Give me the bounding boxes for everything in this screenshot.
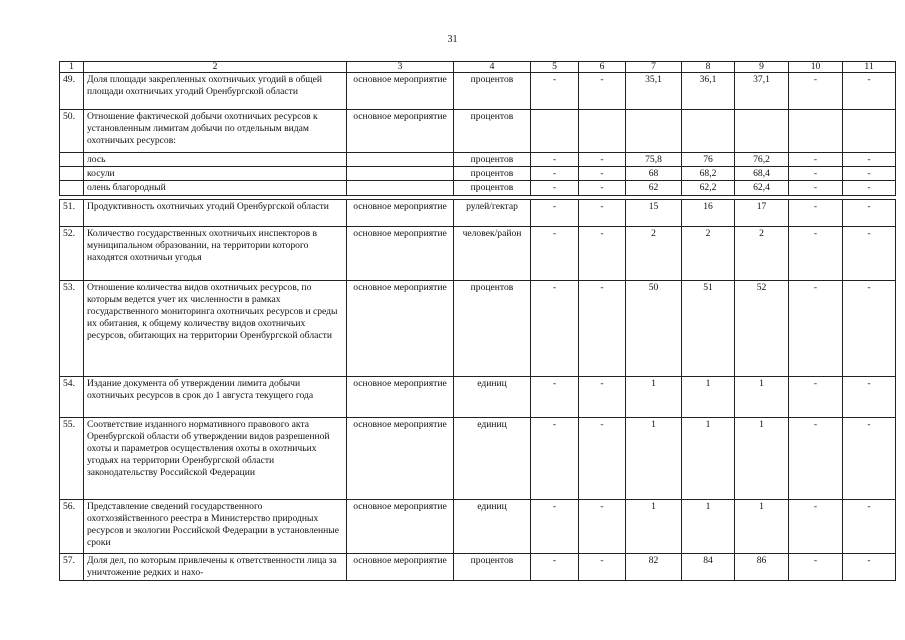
row-number: 56. [60,499,84,553]
value-cell: - [531,73,579,110]
value-cell: 82 [626,553,682,580]
row-number: 50. [60,110,84,153]
value-cell: 2 [626,226,682,280]
value-cell: - [843,167,896,181]
value-cell: 15 [626,199,682,226]
row-number: 51. [60,199,84,226]
measure-type: основное мероприятие [347,226,454,280]
value-cell: 1 [626,417,682,499]
measure-type: основное мероприятие [347,280,454,376]
unit: процентов [454,167,531,181]
table-row [60,226,896,280]
unit: единиц [454,376,531,417]
value-cell: - [531,376,579,417]
value-cell: 1 [682,417,735,499]
value-cell: 1 [682,499,735,553]
row-number: 53. [60,280,84,376]
value-cell: 76,2 [735,153,789,167]
value-cell: 37,1 [735,73,789,110]
value-cell: - [531,499,579,553]
row-number: 49. [60,73,84,110]
value-cell: - [843,417,896,499]
value-cell: 2 [735,226,789,280]
value-cell: - [843,181,896,195]
value-cell: - [789,280,843,376]
value-cell: - [789,153,843,167]
header-cell: 2 [84,62,347,73]
header-cell: 4 [454,62,531,73]
unit: единиц [454,499,531,553]
unit: человек/район [454,226,531,280]
value-cell: 68,2 [682,167,735,181]
indicator-name: Отношение фактической добычи охотничьих ресурсов к установленным лимитам добычи по отдельным видам охотничьих ресурсов: [84,110,347,153]
value-cell [531,110,579,153]
measure-type: основное мероприятие [347,553,454,580]
indicator-name: Издание документа об утверждении лимита добычи охотничьих ресурсов в срок до 1 августа текущего года [84,376,347,417]
value-cell: 84 [682,553,735,580]
value-cell: - [531,226,579,280]
value-cell: - [531,553,579,580]
value-cell: - [789,553,843,580]
row-number [60,181,84,195]
header-cell: 8 [682,62,735,73]
value-cell: 2 [682,226,735,280]
measure-type [347,181,454,195]
value-cell [682,110,735,153]
table-row [60,499,896,553]
value-cell: - [843,280,896,376]
indicator-name: Доля дел, по которым привлечены к ответственности лица за уничтожение редких и нахо- [84,553,347,580]
value-cell: - [531,181,579,195]
row-number: 57. [60,553,84,580]
indicator-name: Количество государственных охотничьих инспекторов в муниципальном образовании, на территории которого находятся охотничьи угодья [84,226,347,280]
value-cell: 1 [735,376,789,417]
value-cell: 52 [735,280,789,376]
table-row [60,417,896,499]
value-cell: - [531,167,579,181]
value-cell: 1 [626,376,682,417]
value-cell: 62,4 [735,181,789,195]
value-cell: 50 [626,280,682,376]
row-number [60,167,84,181]
indicator-name: Продуктивность охотничьих угодий Оренбургской области [84,199,347,226]
value-cell: - [789,226,843,280]
indicator-name: Доля площади закрепленных охотничьих угодий в общей площади охотничьих угодий Оренбургской области [84,73,347,110]
table-row [60,167,896,181]
value-cell: - [789,199,843,226]
value-cell: - [843,499,896,553]
value-cell: - [531,280,579,376]
header-row [60,62,896,73]
value-cell: - [843,153,896,167]
table-row [60,181,896,195]
unit: процентов [454,553,531,580]
table-row [60,280,896,376]
header-cell: 7 [626,62,682,73]
value-cell [843,110,896,153]
value-cell: - [789,73,843,110]
measure-type: основное мероприятие [347,73,454,110]
unit: процентов [454,73,531,110]
header-cell: 1 [60,62,84,73]
unit: процентов [454,181,531,195]
value-cell: 1 [682,376,735,417]
value-cell: 68,4 [735,167,789,181]
row-number: 52. [60,226,84,280]
value-cell: - [579,499,626,553]
value-cell [735,110,789,153]
value-cell: - [789,417,843,499]
measure-type [347,167,454,181]
value-cell: - [843,226,896,280]
measure-type: основное мероприятие [347,110,454,153]
value-cell: - [579,376,626,417]
value-cell: - [789,376,843,417]
value-cell: 76 [682,153,735,167]
table-row [60,199,896,226]
page-number: 31 [447,34,458,45]
value-cell: - [843,73,896,110]
value-cell [789,110,843,153]
indicator-name: Отношение количества видов охотничьих ресурсов, по которым ведется учет их численности в рамках государственного мониторинга охотничьих ресурсов и среды их обитания, к общему количеству видов охотничьих ресурсов, обитающих на территории Оренбургской области [84,280,347,376]
value-cell: 1 [626,499,682,553]
unit: процентов [454,110,531,153]
table-row [60,553,896,580]
header-cell: 5 [531,62,579,73]
measure-type [347,153,454,167]
value-cell: 75,8 [626,153,682,167]
value-cell [579,110,626,153]
header-cell: 6 [579,62,626,73]
value-cell: 86 [735,553,789,580]
value-cell: - [843,553,896,580]
value-cell: - [579,181,626,195]
value-cell: - [579,167,626,181]
value-cell [626,110,682,153]
table-row [60,73,896,110]
unit: процентов [454,153,531,167]
table-row [60,153,896,167]
value-cell: 35,1 [626,73,682,110]
measure-type: основное мероприятие [347,376,454,417]
row-number: 54. [60,376,84,417]
unit: процентов [454,280,531,376]
header-cell: 10 [789,62,843,73]
header-cell: 11 [843,62,896,73]
value-cell: - [531,417,579,499]
value-cell: - [579,280,626,376]
value-cell: - [843,376,896,417]
value-cell: - [579,226,626,280]
indicator-name: олень благородный [84,181,347,195]
indicator-name: Соответствие изданного нормативного правового акта Оренбургской области об утверждении видов разрешенной охоты и параметров осуществления охоты в охотничьих угодьях на территории Оренбургской области законодательству Российской Федерации [84,417,347,499]
measure-type: основное мероприятие [347,199,454,226]
value-cell: 17 [735,199,789,226]
value-cell: - [789,181,843,195]
value-cell: - [579,199,626,226]
header-cell: 9 [735,62,789,73]
value-cell: 1 [735,417,789,499]
value-cell: 1 [735,499,789,553]
value-cell: 62,2 [682,181,735,195]
indicator-name: лось [84,153,347,167]
value-cell: - [531,153,579,167]
value-cell: 62 [626,181,682,195]
measure-type: основное мероприятие [347,499,454,553]
value-cell: - [579,553,626,580]
measure-type: основное мероприятие [347,417,454,499]
value-cell: 68 [626,167,682,181]
value-cell: - [789,167,843,181]
value-cell: - [789,499,843,553]
value-cell: - [579,153,626,167]
row-number: 55. [60,417,84,499]
value-cell: - [843,199,896,226]
value-cell: 36,1 [682,73,735,110]
value-cell: - [579,417,626,499]
value-cell: - [531,199,579,226]
indicator-table [59,61,896,581]
table-row [60,376,896,417]
value-cell: 51 [682,280,735,376]
unit: рулей/гектар [454,199,531,226]
indicator-name: Представление сведений государственного охотхозяйственного реестра в Министерство природных ресурсов и экологии Российской Федерации в установленные сроки [84,499,347,553]
value-cell: 16 [682,199,735,226]
value-cell: - [579,73,626,110]
unit: единиц [454,417,531,499]
header-cell: 3 [347,62,454,73]
indicator-name: косули [84,167,347,181]
row-number [60,153,84,167]
table-row [60,110,896,153]
